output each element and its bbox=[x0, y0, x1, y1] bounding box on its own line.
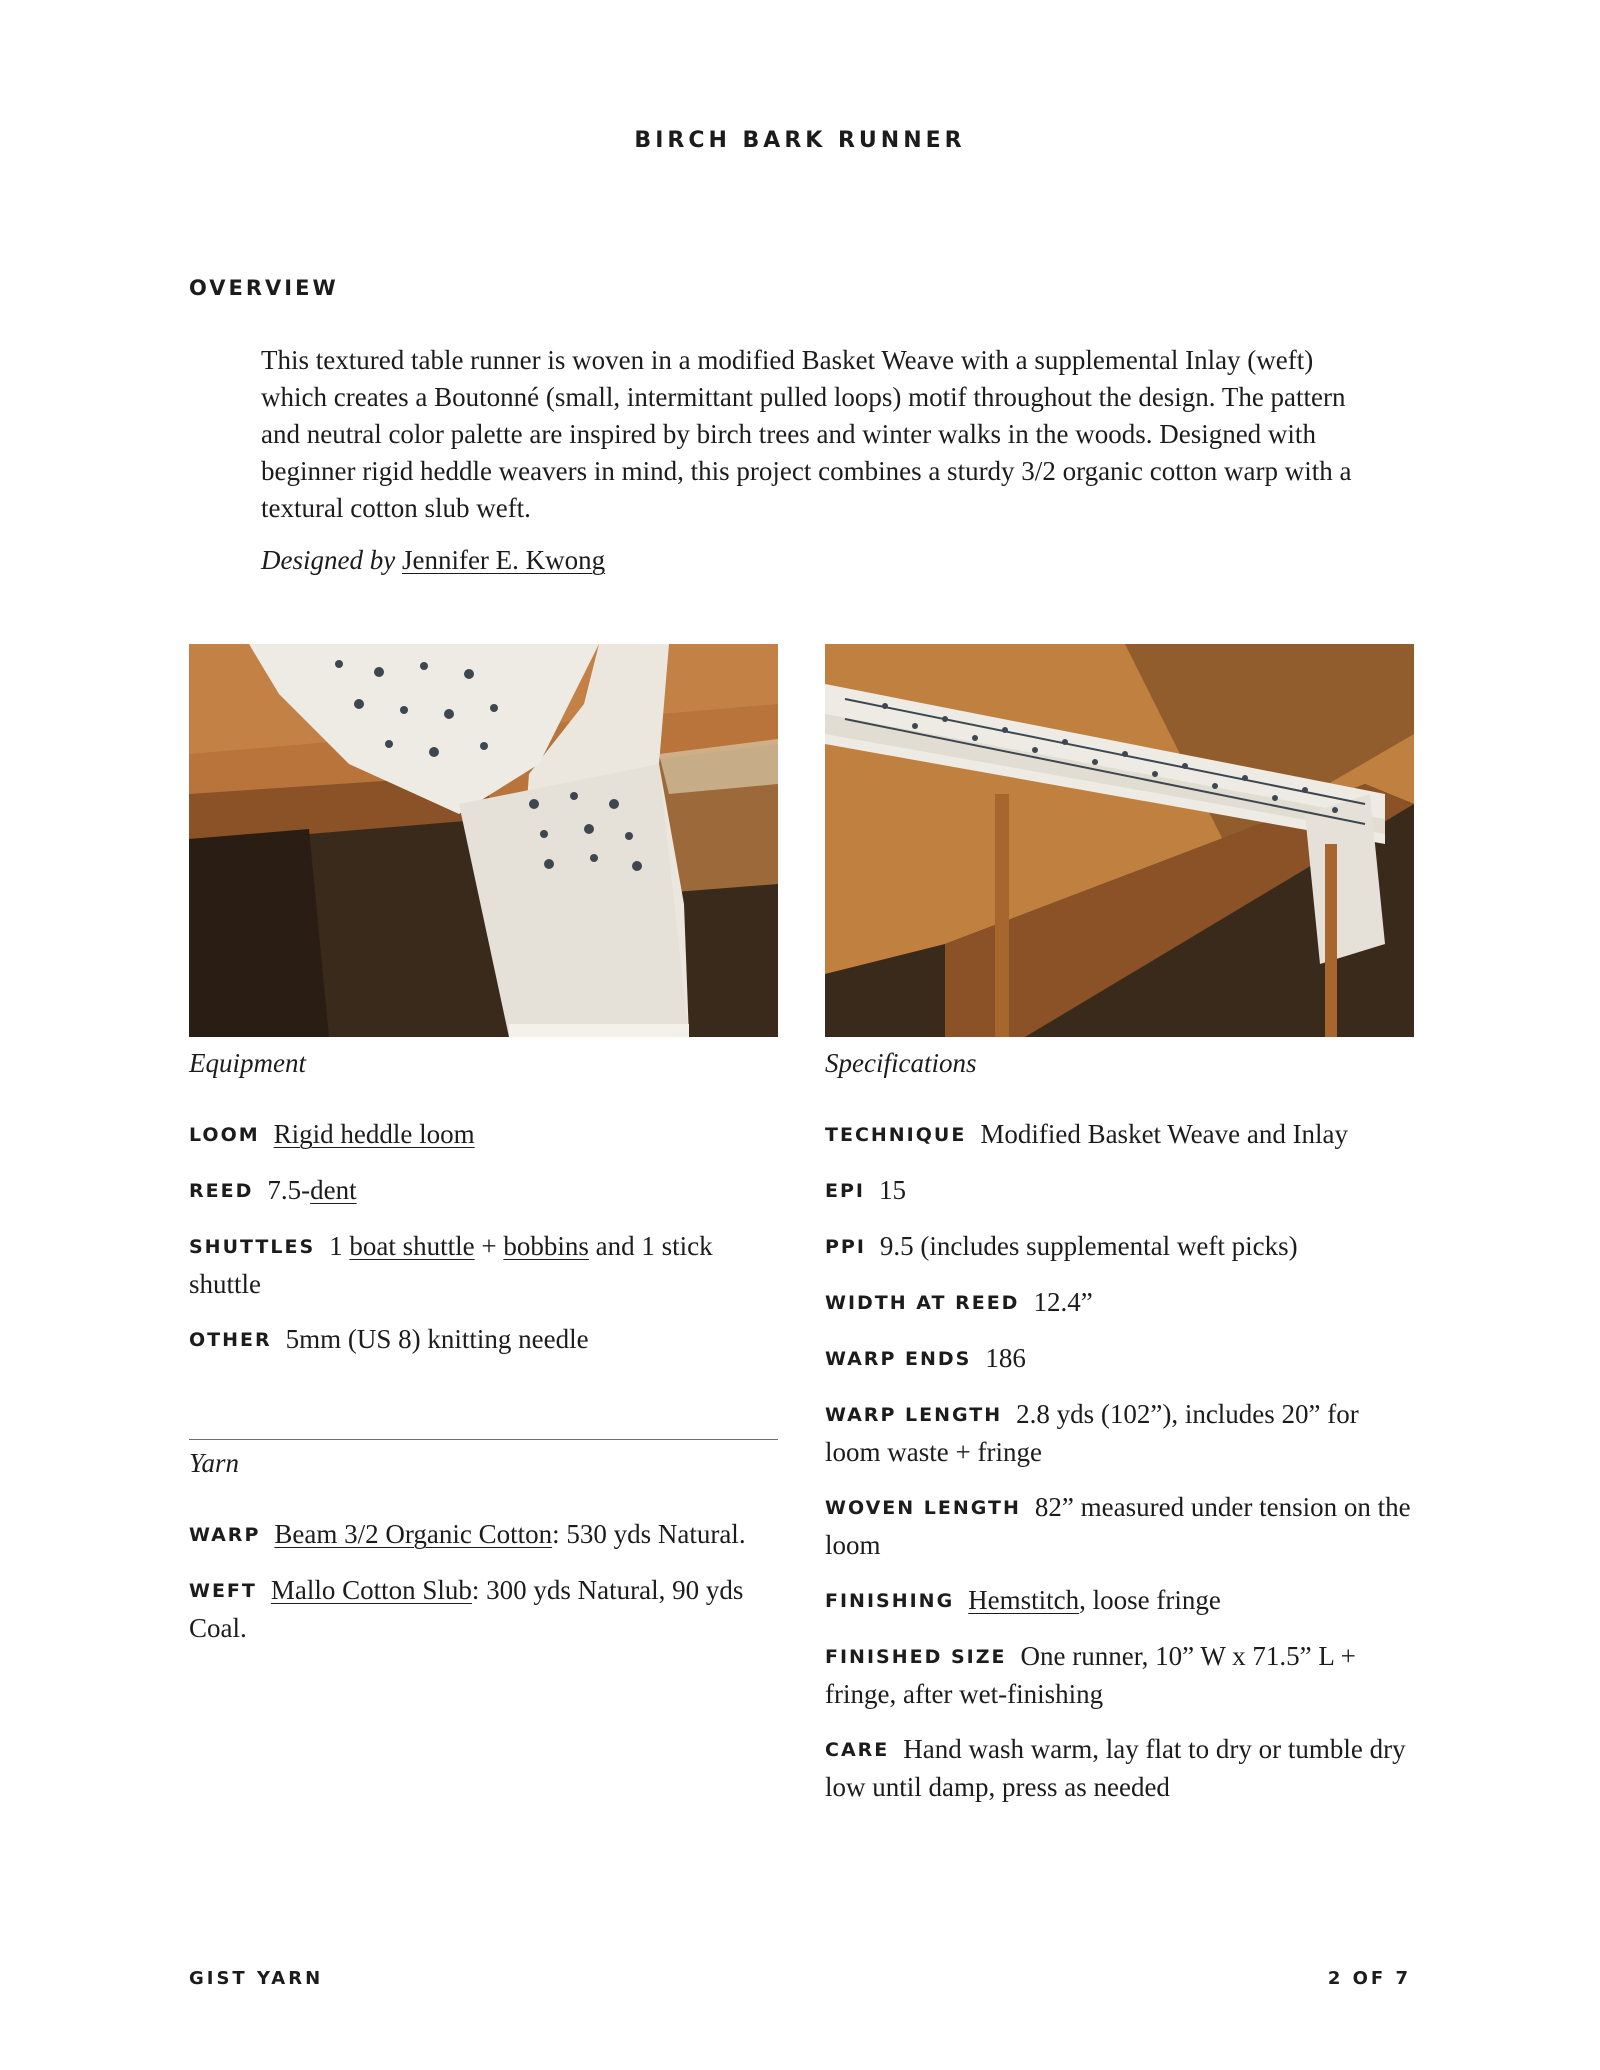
spec-value: 15 bbox=[878, 1175, 906, 1205]
loom-link[interactable]: Rigid heddle loom bbox=[273, 1119, 475, 1149]
weft-yarn-link[interactable]: Mallo Cotton Slub bbox=[270, 1575, 472, 1605]
spec-key: WEFT bbox=[189, 1580, 257, 1602]
equipment-reed bbox=[189, 1172, 778, 1210]
equipment-loom bbox=[189, 1116, 778, 1154]
boat-shuttle-link[interactable]: boat shuttle bbox=[349, 1231, 475, 1261]
spec-woven-length bbox=[825, 1489, 1414, 1564]
spec-width-at-reed bbox=[825, 1284, 1414, 1322]
bobbins-link[interactable]: bobbins bbox=[503, 1231, 589, 1261]
spec-key: FINISHED SIZE bbox=[825, 1646, 1007, 1668]
spec-key: FINISHING bbox=[825, 1590, 955, 1612]
spec-finished-size bbox=[825, 1638, 1414, 1713]
spec-value: 9.5 (includes supplemental weft picks) bbox=[879, 1231, 1298, 1261]
spec-value: 186 bbox=[985, 1343, 1026, 1373]
runner-photo-table bbox=[825, 644, 1414, 1037]
spec-value: 2.8 yds (102”), includes 20” for loom waste + fringe bbox=[825, 1399, 1359, 1467]
spec-key: WIDTH AT REED bbox=[825, 1292, 1020, 1314]
spec-ppi bbox=[825, 1228, 1414, 1266]
spec-key: EPI bbox=[825, 1180, 865, 1202]
equipment-list bbox=[189, 1116, 778, 1359]
spec-finishing bbox=[825, 1582, 1414, 1620]
designer-credit bbox=[261, 542, 1361, 579]
spec-key: TECHNIQUE bbox=[825, 1124, 967, 1146]
spec-key: WARP LENGTH bbox=[825, 1404, 1003, 1426]
spec-key: OTHER bbox=[189, 1329, 272, 1351]
spec-value: 12.4” bbox=[1033, 1287, 1093, 1317]
equipment-column bbox=[189, 1040, 778, 1647]
yarn-warp bbox=[189, 1516, 778, 1554]
equipment-other bbox=[189, 1321, 778, 1359]
dent-link[interactable]: dent bbox=[310, 1175, 357, 1205]
runner-photo-closeup bbox=[189, 644, 778, 1037]
spec-key: REED bbox=[189, 1180, 254, 1202]
spec-value: Hand wash warm, lay flat to dry or tumble dry low until damp, press as needed bbox=[825, 1734, 1406, 1802]
hemstitch-link[interactable]: Hemstitch bbox=[968, 1585, 1080, 1615]
spec-key: LOOM bbox=[189, 1124, 260, 1146]
spec-epi bbox=[825, 1172, 1414, 1210]
overview-section bbox=[261, 342, 1361, 579]
shuttles-text: and 1 stick shuttle bbox=[189, 1231, 713, 1299]
equipment-shuttles bbox=[189, 1228, 778, 1303]
designed-by-label: Designed by bbox=[261, 545, 396, 575]
spec-value: Modified Basket Weave and Inlay bbox=[980, 1119, 1349, 1149]
spec-value: 5mm (US 8) knitting needle bbox=[285, 1324, 589, 1354]
spec-value: One runner, 10” W x 71.5” L + fringe, after wet-finishing bbox=[825, 1641, 1356, 1709]
shuttles-text: + bbox=[474, 1231, 504, 1261]
shuttles-text: 1 bbox=[329, 1231, 350, 1261]
spec-value: : 300 yds Natural, 90 yds Coal. bbox=[189, 1575, 744, 1643]
spec-key: WOVEN LENGTH bbox=[825, 1497, 1021, 1519]
document-title: BIRCH BARK RUNNER bbox=[634, 128, 966, 153]
yarn-caption: Yarn bbox=[189, 1448, 240, 1478]
reed-prefix: 7.5- bbox=[267, 1175, 311, 1205]
yarn-list bbox=[189, 1516, 778, 1647]
designer-link[interactable]: Jennifer E. Kwong bbox=[401, 545, 606, 575]
spec-key: WARP bbox=[189, 1524, 261, 1546]
specifications-caption: Specifications bbox=[825, 1048, 977, 1078]
specifications-list bbox=[825, 1116, 1414, 1806]
equipment-caption: Equipment bbox=[189, 1048, 306, 1078]
section-divider bbox=[189, 1439, 778, 1440]
spec-key: CARE bbox=[825, 1739, 890, 1761]
spec-key: SHUTTLES bbox=[189, 1236, 316, 1258]
overview-heading: OVERVIEW bbox=[189, 276, 339, 300]
spec-value: 82” measured under tension on the loom bbox=[825, 1492, 1411, 1560]
spec-value: , loose fringe bbox=[1079, 1585, 1221, 1615]
specifications-column bbox=[825, 1040, 1414, 1806]
overview-paragraph: This textured table runner is woven in a modified Basket Weave with a supplemental Inlay (weft) which creates a Boutonné (small, intermittant pulled loops) motif throughout the design. The pattern and neutral color palette are inspired by birch trees and winter walks in the woods. Designed with beginner rigid heddle weavers in mind, this project combines a sturdy 3/2 organic cotton warp with a textural cotton slub weft. bbox=[261, 345, 1352, 523]
spec-warp-ends bbox=[825, 1340, 1414, 1378]
spec-care bbox=[825, 1731, 1414, 1806]
page-number: 2 OF 7 bbox=[1327, 1968, 1411, 1989]
spec-key: PPI bbox=[825, 1236, 866, 1258]
spec-value: : 530 yds Natural. bbox=[552, 1519, 746, 1549]
footer-brand: GIST YARN bbox=[189, 1968, 324, 1989]
spec-warp-length bbox=[825, 1396, 1414, 1471]
spec-technique bbox=[825, 1116, 1414, 1154]
yarn-weft bbox=[189, 1572, 778, 1647]
warp-yarn-link[interactable]: Beam 3/2 Organic Cotton bbox=[274, 1519, 553, 1549]
spec-key: WARP ENDS bbox=[825, 1348, 972, 1370]
